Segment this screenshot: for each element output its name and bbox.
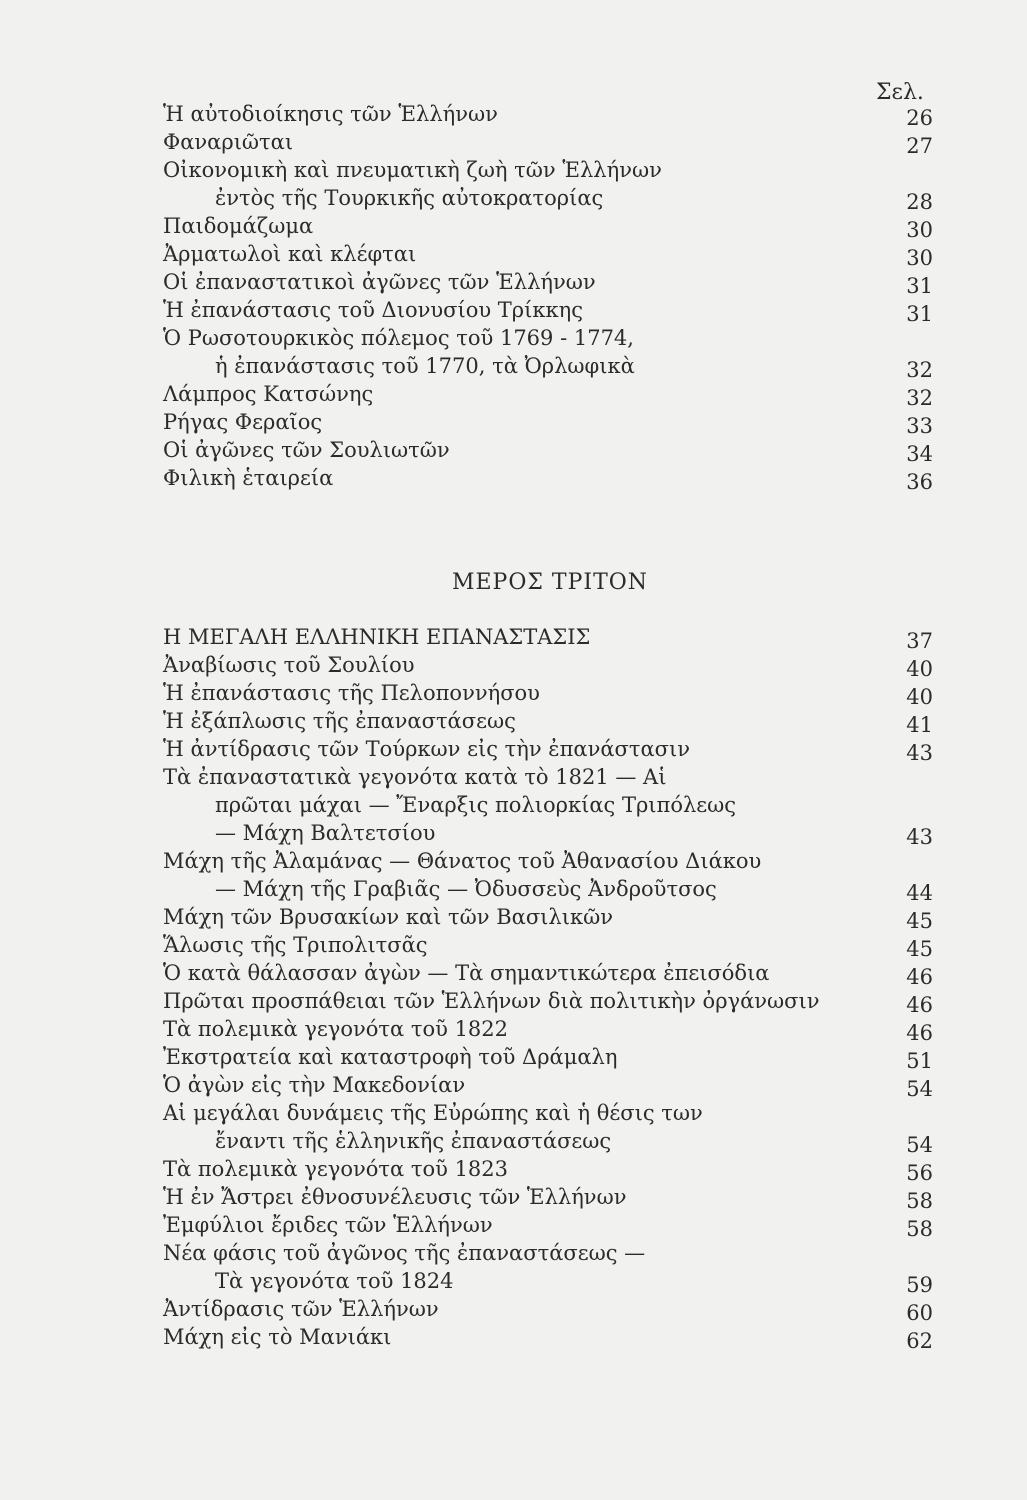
toc-entry-title: ἡ ἐπανάστασις τοῦ 1770, τὰ Ὀρλωφικὰ <box>215 354 635 378</box>
toc-entry-continuation <box>163 1267 933 1295</box>
toc-entry <box>163 987 933 1015</box>
toc-entry <box>163 623 933 651</box>
toc-entry <box>163 1295 933 1323</box>
toc-entry-page-number: 56 <box>906 1161 933 1185</box>
toc-entry <box>163 128 933 156</box>
toc-entry <box>163 380 933 408</box>
toc-entry-page-number: 40 <box>906 657 933 681</box>
toc-entry-page-number: 43 <box>906 825 933 849</box>
toc-entry-title: Η ΜΕΓΑΛΗ ΕΛΛΗΝΙΚΗ ΕΠΑΝΑΣΤΑΣΙΣ <box>163 625 591 649</box>
toc-entry-title: Ἡ ἐπανάστασις τοῦ Διονυσίου Τρίκκης <box>163 298 583 322</box>
toc-entry-page-number: 28 <box>906 190 933 214</box>
toc-entry <box>163 240 933 268</box>
page-column-label: Σελ. <box>876 80 924 105</box>
toc-entry-continuation <box>163 184 933 212</box>
toc-entry-title: — Μάχη Βαλτετσίου <box>215 821 436 845</box>
toc-entry-title: Ἐκστρατεία καὶ καταστροφὴ τοῦ Δράμαλη <box>163 1045 618 1069</box>
toc-entry-title: Αἱ μεγάλαι δυνάμεις τῆς Εὐρώπης καὶ ἡ θέσις των <box>163 1101 703 1125</box>
toc-entry-title: Μάχη εἰς τὸ Μανιάκι <box>163 1325 392 1349</box>
toc-entry <box>163 100 933 128</box>
toc-entry-page-number: 44 <box>906 881 933 905</box>
toc-entry-title: Ἡ ἐπανάστασις τῆς Πελοποννήσου <box>163 681 540 705</box>
toc-entry-page-number: 30 <box>906 246 933 270</box>
toc-entry-page-number: 31 <box>906 274 933 298</box>
toc-entry-title: Ἡ αὐτοδιοίκησις τῶν Ἑλλήνων <box>163 102 498 126</box>
toc-entry-title: Τὰ πολεμικὰ γεγονότα τοῦ 1822 <box>163 1017 509 1041</box>
toc-entry-title: Οἱ ἀγῶνες τῶν Σουλιωτῶν <box>163 438 450 462</box>
toc-entry <box>163 735 933 763</box>
toc-entry-page-number: 54 <box>906 1077 933 1101</box>
toc-entry-page-number: 45 <box>906 937 933 961</box>
toc-entry-page-number: 46 <box>906 993 933 1017</box>
toc-entry <box>163 1211 933 1239</box>
toc-entry-page-number: 62 <box>906 1329 933 1353</box>
toc-entry <box>163 1183 933 1211</box>
toc-part-two <box>163 100 933 492</box>
toc-entry-title: Παιδομάζωμα <box>163 214 314 238</box>
toc-entry-page-number: 32 <box>906 358 933 382</box>
toc-entry <box>163 1239 933 1267</box>
toc-entry-page-number: 46 <box>906 965 933 989</box>
toc-entry <box>163 959 933 987</box>
toc-entry-page-number: 51 <box>906 1049 933 1073</box>
toc-entry-page-number: 36 <box>906 470 933 494</box>
toc-entry <box>163 296 933 324</box>
toc-entry-continuation <box>163 791 933 819</box>
toc-entry-page-number: 37 <box>906 629 933 653</box>
toc-entry-title: πρῶται μάχαι — Ἔναρξις πολιορκίας Τριπόλεως <box>215 793 737 817</box>
toc-entry <box>163 436 933 464</box>
toc-entry <box>163 679 933 707</box>
toc-entry-title: Τὰ γεγονότα τοῦ 1824 <box>215 1269 454 1293</box>
toc-entry-page-number: 59 <box>906 1273 933 1297</box>
toc-entry <box>163 324 933 352</box>
toc-entry-continuation <box>163 352 933 380</box>
toc-entry <box>163 268 933 296</box>
toc-entry-title: Ἅλωσις τῆς Τριπολιτσᾶς <box>163 933 428 957</box>
toc-entry-title: Τὰ ἐπαναστατικὰ γεγονότα κατὰ τὸ 1821 — Αἱ <box>163 765 667 789</box>
toc-entry-title: Οἰκονομικὴ καὶ πνευματικὴ ζωὴ τῶν Ἑλλήνων <box>163 158 662 182</box>
toc-entry-title: Ὁ Ρωσοτουρκικὸς πόλεμος τοῦ 1769 - 1774, <box>163 326 634 350</box>
toc-part-three <box>163 623 933 1351</box>
toc-entry <box>163 1323 933 1351</box>
toc-entry-page-number: 27 <box>906 134 933 158</box>
toc-entry-title: Ἀντίδρασις τῶν Ἑλλήνων <box>163 1297 439 1321</box>
toc-entry-page-number: 46 <box>906 1021 933 1045</box>
toc-entry-page-number: 33 <box>906 414 933 438</box>
toc-entry <box>163 1043 933 1071</box>
toc-entry-title: Τὰ πολεμικὰ γεγονότα τοῦ 1823 <box>163 1157 509 1181</box>
toc-entry <box>163 1071 933 1099</box>
toc-entry-page-number: 54 <box>906 1133 933 1157</box>
toc-entry-title: Ἐμφύλιοι ἔριδες τῶν Ἑλλήνων <box>163 1213 493 1237</box>
toc-entry-title: Οἱ ἐπαναστατικοὶ ἀγῶνες τῶν Ἑλλήνων <box>163 270 596 294</box>
toc-entry-title: Μάχη τῆς Ἀλαμάνας — Θάνατος τοῦ Ἀθανασίου Διάκου <box>163 849 762 873</box>
toc-entry-title: Ἀρματωλοὶ καὶ κλέφται <box>163 242 417 266</box>
toc-entry <box>163 156 933 184</box>
toc-entry-title: Μάχη τῶν Βρυσακίων καὶ τῶν Βασιλικῶν <box>163 905 613 929</box>
toc-entry-title: Ἡ ἀντίδρασις τῶν Τούρκων εἰς τὴν ἐπανάστασιν <box>163 737 690 761</box>
toc-entry-page-number: 40 <box>906 685 933 709</box>
toc-entry-page-number: 34 <box>906 442 933 466</box>
toc-entry <box>163 903 933 931</box>
toc-entry-title: Ἡ ἐν Ἄστρει ἐθνοσυνέλευσις τῶν Ἑλλήνων <box>163 1185 627 1209</box>
toc-entry-title: Λάμπρος Κατσώνης <box>163 382 374 406</box>
toc-entry <box>163 1155 933 1183</box>
toc-entry-continuation <box>163 1127 933 1155</box>
section-heading-part-three: ΜΕΡΟΣ ΤΡΙΤΟΝ <box>451 570 649 595</box>
toc-entry-page-number: 58 <box>906 1217 933 1241</box>
toc-entry-page-number: 31 <box>906 302 933 326</box>
toc-entry-title: ἔναντι τῆς ἑλληνικῆς ἐπαναστάσεως <box>215 1129 612 1153</box>
toc-entry <box>163 651 933 679</box>
toc-entry <box>163 707 933 735</box>
toc-entry-page-number: 41 <box>906 713 933 737</box>
toc-entry <box>163 212 933 240</box>
toc-entry-title: Ἡ ἐξάπλωσις τῆς ἐπαναστάσεως <box>163 709 516 733</box>
toc-entry-continuation <box>163 875 933 903</box>
toc-entry-page-number: 60 <box>906 1301 933 1325</box>
toc-entry-title: Φιλικὴ ἑταιρεία <box>163 466 334 490</box>
toc-entry <box>163 931 933 959</box>
toc-entry <box>163 847 933 875</box>
toc-entry-page-number: 30 <box>906 218 933 242</box>
toc-entry-page-number: 58 <box>906 1189 933 1213</box>
toc-entry-title: Ὁ ἀγὼν εἰς τὴν Μακεδονίαν <box>163 1073 466 1097</box>
toc-entry-page-number: 26 <box>906 106 933 130</box>
toc-entry <box>163 1099 933 1127</box>
toc-entry-page-number: 43 <box>906 741 933 765</box>
toc-entry <box>163 763 933 791</box>
toc-entry-continuation <box>163 819 933 847</box>
toc-entry-title: Ρήγας Φεραῖος <box>163 410 323 434</box>
toc-entry-title: Ἀναβίωσις τοῦ Σουλίου <box>163 653 415 677</box>
toc-entry-title: Νέα φάσις τοῦ ἀγῶνος τῆς ἐπαναστάσεως — <box>163 1241 646 1265</box>
toc-entry-title: Πρῶται προσπάθειαι τῶν Ἑλλήνων διὰ πολιτικὴν ὀργάνωσιν <box>163 989 820 1013</box>
toc-entry-title: Φαναριῶται <box>163 130 294 154</box>
toc-entry-title: ἐντὸς τῆς Τουρκικῆς αὐτοκρατορίας <box>215 186 604 210</box>
toc-entry <box>163 408 933 436</box>
toc-entry <box>163 1015 933 1043</box>
toc-entry <box>163 464 933 492</box>
toc-entry-title: — Μάχη τῆς Γραβιᾶς — Ὀδυσσεὺς Ἀνδροῦτσος <box>215 877 717 901</box>
toc-entry-page-number: 32 <box>906 386 933 410</box>
toc-entry-page-number: 45 <box>906 909 933 933</box>
toc-entry-title: Ὁ κατὰ θάλασσαν ἀγὼν — Τὰ σημαντικώτερα ἐπεισόδια <box>163 961 770 985</box>
